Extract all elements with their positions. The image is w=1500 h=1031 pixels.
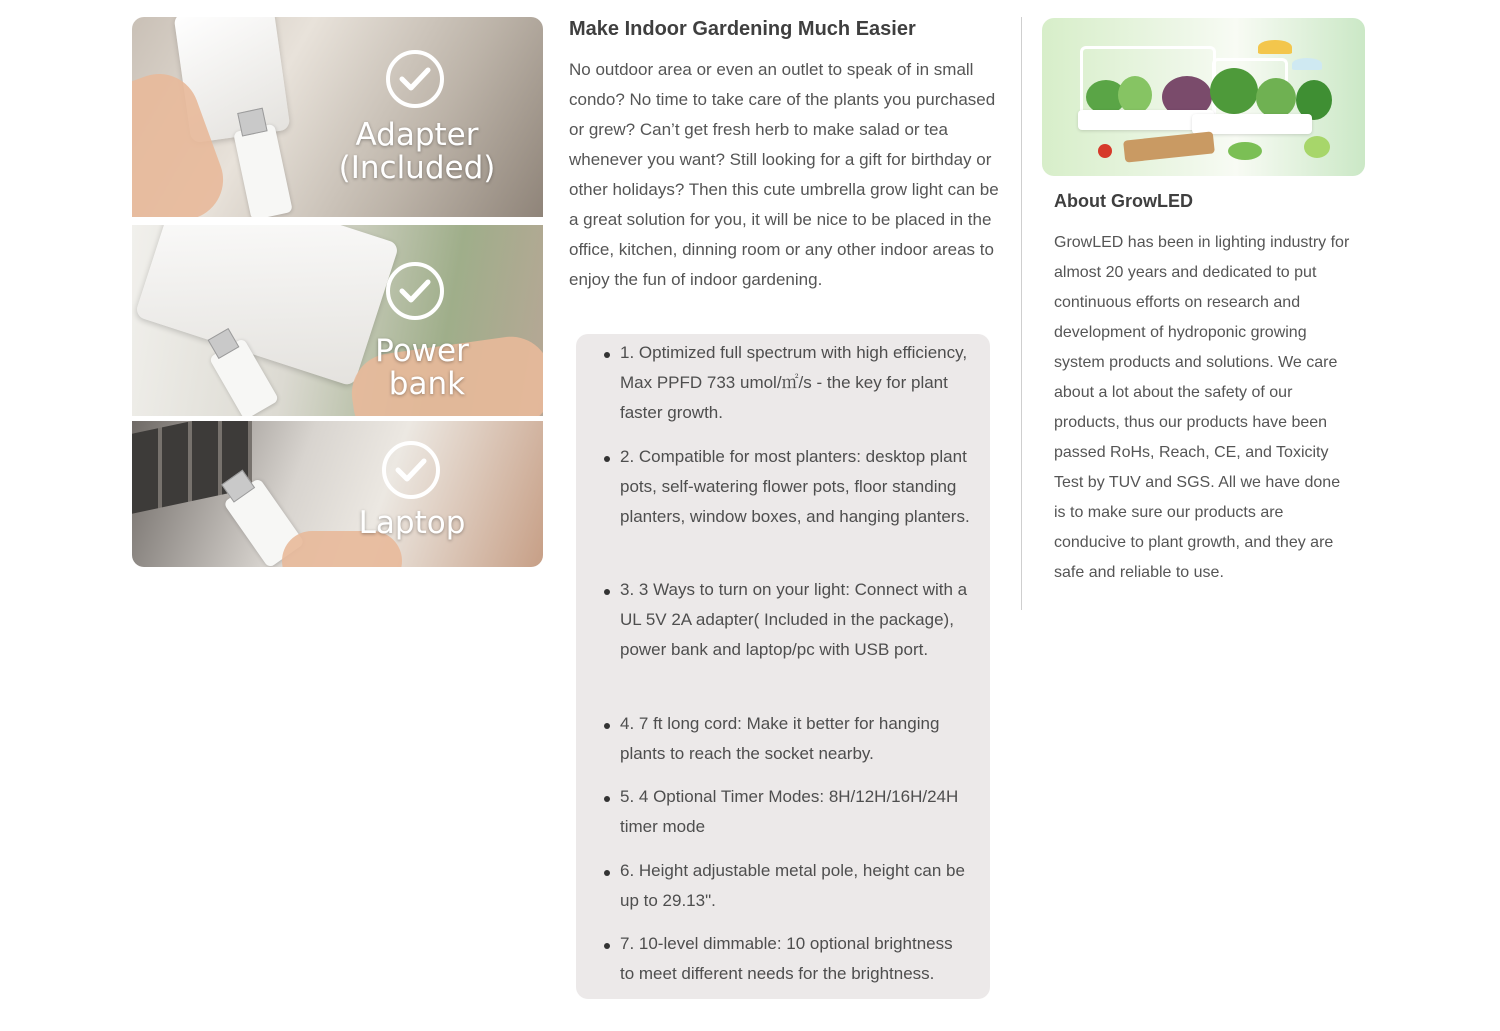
plant: [1256, 78, 1296, 118]
feature-item: 1. Optimized full spectrum with high efficiency, Max PPFD 733 umol/㎡/s - the key for plant faster growth.: [620, 338, 970, 428]
check-circle-icon: [386, 262, 444, 320]
tomato: [1098, 144, 1112, 158]
adapter-panel: [132, 17, 543, 217]
adapter-label: Adapter (Included): [338, 117, 496, 186]
power-bank-panel: [132, 225, 543, 416]
feature-box: [576, 334, 990, 999]
plant: [1210, 68, 1258, 114]
about-text: GrowLED has been in lighting industry for almost 20 years and dedicated to put continuous efforts on research and development of hydroponic growing system products and solutions. We care about a lot about the safety of our products, thus our products have been passed RoHs, Reach, CE, and Toxicity Test by TUV and SGS. All we have done is to make sure our products are conducive to plant growth, and they are safe and reliable to use.: [1054, 234, 1350, 581]
greens-bowl: [1228, 142, 1262, 160]
check-circle-icon: [386, 50, 444, 108]
power-options-collage: [132, 17, 543, 567]
lime: [1304, 136, 1330, 158]
feature-item: 6. Height adjustable metal pole, height can be up to 29.13".: [620, 856, 970, 916]
lamp: [1258, 40, 1292, 54]
power-bank-label: Power bank: [375, 333, 469, 402]
laptop-panel: [132, 421, 543, 567]
laptop-label: Laptop: [358, 505, 466, 541]
about-title: About GrowLED: [1054, 191, 1193, 211]
lamp: [1292, 58, 1322, 70]
product-hero-image: [1042, 18, 1365, 176]
feature-item: 2. Compatible for most planters: desktop plant pots, self-watering flower pots, floor standing planters, window boxes, and hanging planters.: [620, 442, 970, 532]
cutting-board: [1123, 131, 1215, 162]
plant: [1118, 76, 1152, 114]
section-title: Make Indoor Gardening Much Easier: [569, 18, 916, 40]
feature-item: 3. 3 Ways to turn on your light: Connect with a UL 5V 2A adapter( Included in the package), power bank and laptop/pc with USB port.: [620, 575, 970, 665]
feature-item: 4. 7 ft long cord: Make it better for hanging plants to reach the socket nearby.: [620, 709, 970, 769]
panel-divider: [132, 217, 543, 223]
usb-plug: [233, 124, 293, 217]
feature-item: 7. 10-level dimmable: 10 optional brightness to meet different needs for the brightness.: [620, 929, 970, 989]
check-circle-icon: [382, 441, 440, 499]
intro-paragraph: No outdoor area or even an outlet to speak of in small condo? No time to take care of the plants you purchased or grew? Can’t get fresh herb to make salad or tea whenever you want? Still looking for a gift for birthday or other holidays? Then this cute umbrella grow light can be a great solution for you, it will be nice to be placed in the office, kitchen, dinning room or any other indoor areas to enjoy the fun of indoor gardening.: [569, 60, 999, 289]
column-divider: [1021, 17, 1022, 610]
feature-item: 5. 4 Optional Timer Modes: 8H/12H/16H/24H timer mode: [620, 782, 970, 842]
